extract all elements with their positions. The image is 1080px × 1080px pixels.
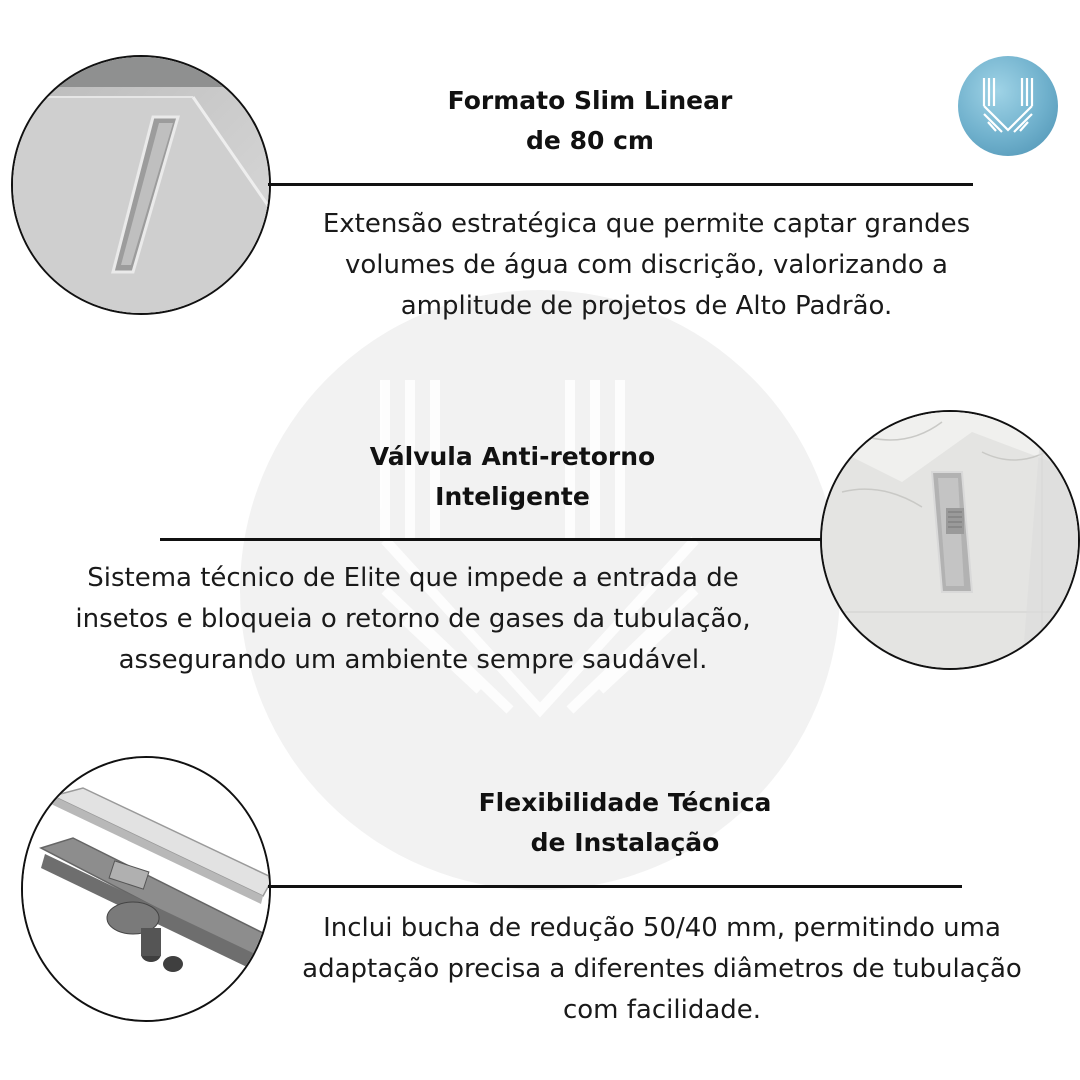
bathroom-drain-photo bbox=[820, 410, 1080, 670]
section-1-divider bbox=[268, 183, 973, 186]
section-2-body-line-3: assegurando um ambiente sempre saudável. bbox=[118, 645, 708, 675]
section-3-divider bbox=[268, 885, 962, 888]
section-3-body-line-2: adaptação precisa a diferentes diâmetros de tubulação bbox=[302, 954, 1022, 984]
section-2-body-line-2: insetos e bloqueia o retorno de gases da tubulação, bbox=[75, 604, 751, 634]
drain-parts-photo bbox=[21, 756, 271, 1022]
section-2-body-line-1: Sistema técnico de Elite que impede a entrada de bbox=[87, 563, 739, 593]
section-3-body bbox=[258, 908, 1066, 1031]
section-1-body bbox=[268, 204, 1025, 327]
section-2-divider bbox=[160, 538, 822, 541]
section-1-title-line-1: Formato Slim Linear bbox=[447, 86, 733, 115]
section-3-title bbox=[440, 783, 810, 863]
section-2-title-line-2: Inteligente bbox=[435, 482, 590, 511]
section-3-body-line-3: com facilidade. bbox=[562, 995, 762, 1025]
section-3-title-line-2: de Instalação bbox=[530, 828, 720, 857]
section-1-body-line-2: volumes de água com discrição, valorizando a bbox=[345, 250, 948, 280]
linear-drain-photo bbox=[11, 55, 271, 315]
section-1-title-line-2: de 80 cm bbox=[526, 126, 654, 155]
section-2-title-line-1: Válvula Anti-retorno bbox=[369, 442, 656, 471]
section-1-title bbox=[410, 81, 770, 161]
brand-logo-icon bbox=[958, 56, 1058, 156]
section-3-title-line-1: Flexibilidade Técnica bbox=[478, 788, 772, 817]
section-1-body-line-1: Extensão estratégica que permite captar grandes bbox=[322, 209, 971, 239]
section-2-title bbox=[330, 437, 695, 517]
section-1-body-line-3: amplitude de projetos de Alto Padrão. bbox=[400, 291, 893, 321]
section-3-body-line-1: Inclui bucha de redução 50/40 mm, permitindo uma bbox=[323, 913, 1001, 943]
section-2-body bbox=[18, 558, 808, 681]
